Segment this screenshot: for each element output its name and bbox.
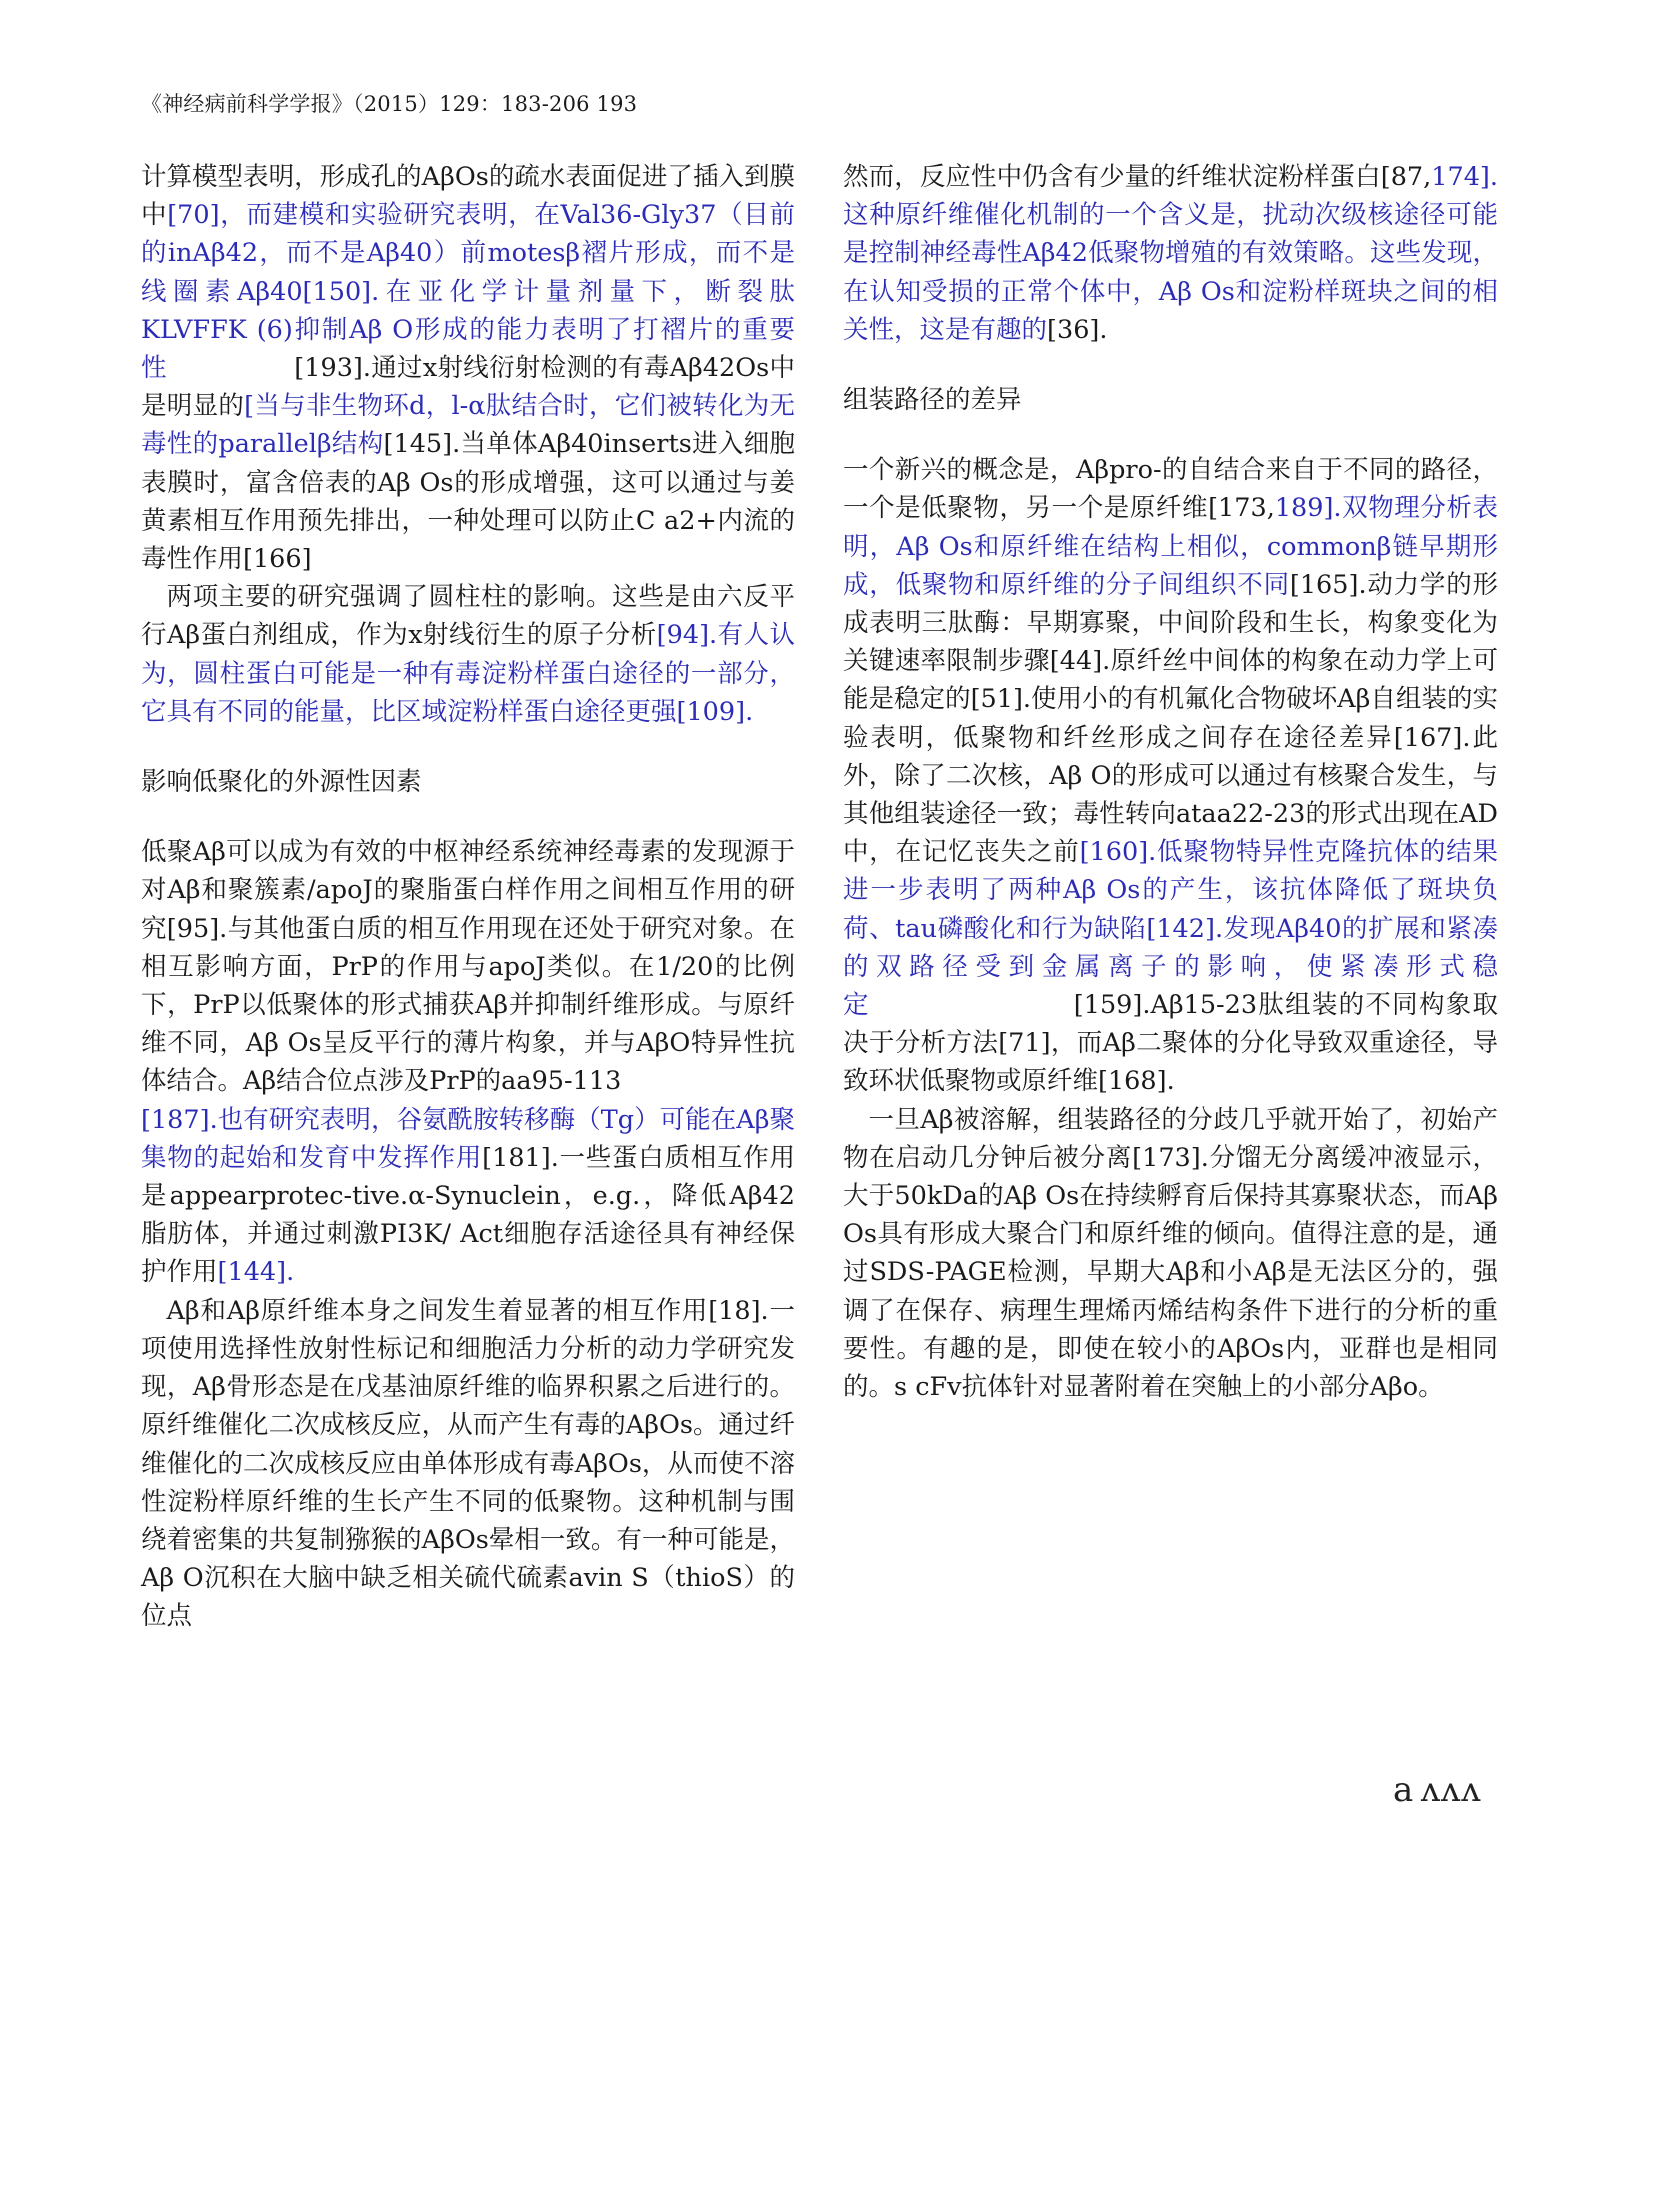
text-run: 一旦Aβ被溶解，组装路径的分歧几乎就开始了，初始产物在启动几分钟后被分离[173].分馏无分离缓冲液显示，大于50kDa的Aβ Os在持续孵育后保持其寡聚状态，而Aβ Os具有形成大聚合门和原纤维的倾向。值得注意的是，通过SDS-PAGE检测，早期大Aβ和小Aβ是无法区分的，强调了在保存、病理生理烯丙烯结构条件下进行的分析的重要性。有趣的是，即使在较小的AβOs内，亚群也是相同的。s cFv抗体针对显著附着在突触上的小部分Aβo。 (843, 1104, 1498, 1403)
right-paragraph-3 (843, 1101, 1498, 1407)
highlighted-text-run: 189].双物理分析表明，Aβ Os和原纤维在结构上相似，commonβ链早期形成，低聚物和原纤维的分子间组织不同 (843, 493, 1498, 600)
running-header: 《神经病前科学学报》（2015）129：183-206 193 (141, 92, 638, 116)
text-run: 然而，反应性中仍含有少量的纤维状淀粉样蛋白[87, (843, 162, 1432, 192)
text-run: 低聚Aβ可以成为有效的中枢神经系统神经毒素的发现源于对Aβ和聚簇素/apoJ的聚脂蛋白样作用之间相互作用的研究[95].与其他蛋白质的相互作用现在还处于研究对象。在相互影响方面，PrP的作用与apoJ类似。在1/20的比例下，PrP以低聚体的形式捕获Aβ并抑制纤维形成。与原纤维不同，Aβ Os呈反平行的薄片构象，并与AβO特异性抗体结合。Aβ结合位点涉及PrP的aa95-113 (141, 837, 795, 1097)
right-paragraph-1 (843, 158, 1498, 349)
left-paragraph-5 (141, 1292, 795, 1636)
section-heading-assembly-pathways: 组装路径的差异 (843, 385, 1022, 416)
section-heading-exogenous-factors: 影响低聚化的外源性因素 (141, 767, 422, 798)
text-run: 一个新兴的概念是，Aβpro-的自结合来自于不同的路径，一个是低聚物，另一个是原纤维[173, (843, 455, 1498, 524)
text-run: Aβ和Aβ原纤维本身之间发生着显著的相互作用[18].一项使用选择性放射性标记和细胞活力分析的动力学研究发现，Aβ骨形态是在戊基油原纤维的临界积累之后进行的。原纤维催化二次成核反应，从而产生有毒的AβOs。通过纤维催化的二次成核反应由单体形成有毒AβOs，从而使不溶性淀粉样原纤维的生长产生不同的低聚物。这种机制与围绕着密集的共复制猕猴的AβOs晕相一致。有一种可能是，Aβ O沉积在大脑中缺乏相关硫代硫素avin S（thioS）的位点 (141, 1295, 795, 1632)
left-column (141, 158, 795, 1636)
text-run: [36]. (1047, 314, 1108, 345)
text-run: 计算模型表明，形成孔的AβOs的疏水表面促进了插入到膜中 (141, 162, 795, 231)
highlighted-text-run: [70]，而建模和实验研究表明，在Val36-Gly37（目前的inAβ42，而不是Aβ40）前motesβ褶片形成，而不是线圈素Aβ40[150].在亚化学计量剂量下，断裂肽KLVFFK (6)抑制Aβ O形成的能力表明了打褶片的重要性 (141, 200, 795, 384)
text-run: [145].当单体Aβ40inserts进入细胞表膜时，富含倍表的Aβ Os的形成增强，这可以通过与姜黄素相互作用预先排出，一种处理可以防止C a2+内流的毒性作用[166] (141, 429, 795, 575)
highlighted-text-run: [当与非生物环d，l-α肽结合时，它们被转化为无毒性的parallelβ结构 (141, 391, 795, 460)
left-paragraph-3 (141, 833, 795, 1100)
footer-scribble-mark: a ʌʌʌ (1393, 1770, 1482, 1810)
text-run: [159].Aβ15-23肽组装的不同构象取决于分析方法[71]，而Aβ二聚体的分化导致双重途径，导致环状低聚物或原纤维[168]. (843, 990, 1498, 1097)
right-paragraph-2 (843, 451, 1498, 1100)
left-paragraph-2 (141, 578, 795, 731)
left-paragraph-1 (141, 158, 795, 578)
text-run: [181].一些蛋白质相互作用是appearprotec-tive.α-Synuclein，e.g.，降低Aβ42脂肪体，并通过刺激PI3K/ Act细胞存活途径具有神经保护作用 (141, 1142, 795, 1288)
text-run: [193].通过x射线衍射检测的有毒Aβ42Os中是明显的 (141, 353, 795, 422)
right-column (843, 158, 1498, 1406)
highlighted-text-run: 174].这种原纤维催化机制的一个含义是，扰动次级核途径可能是控制神经毒性Aβ42低聚物增殖的有效策略。这些发现，在认知受损的正常个体中，Aβ Os和淀粉样斑块之间的相关性，这是有趣的 (843, 162, 1498, 345)
highlighted-text-run: [160].低聚物特异性克隆抗体的结果进一步表明了两种Aβ Os的产生，该抗体降低了斑块负荷、tau磷酸化和行为缺陷[142].发现Aβ40的扩展和紧凑的双路径受到金属离子的影响，使紧凑形式稳定 (843, 837, 1498, 1021)
text-run: 两项主要的研究强调了圆柱柱的影响。这些是由六反平行Aβ蛋白剂组成，作为x射线衍生的原子分析 (141, 582, 795, 651)
highlighted-text-run: [94].有人认为，圆柱蛋白可能是一种有毒淀粉样蛋白途径的一部分，它具有不同的能量，比区域淀粉样蛋白途径更强[109]. (141, 620, 795, 727)
text-run: [165].动力学的形成表明三肽酶：早期寡聚，中间阶段和生长，构象变化为关键速率限制步骤[44].原纤丝中间体的构象在动力学上可能是稳定的[51].使用小的有机氟化合物破坏Aβ自组装的实验表明，低聚物和纤丝形成之间存在途径差异[167].此外，除了二次核，Aβ O的形成可以通过有核聚合发生，与其他组装途径一致；毒性转向ataa22-23的形式出现在AD中，在记忆丧失之前 (843, 569, 1498, 868)
left-paragraph-4 (141, 1101, 795, 1292)
highlighted-text-run: [144]. (217, 1257, 295, 1288)
highlighted-text-run: [187].也有研究表明，谷氨酰胺转移酶（Tg）可能在Aβ聚集物的起始和发育中发挥作用 (141, 1104, 795, 1173)
